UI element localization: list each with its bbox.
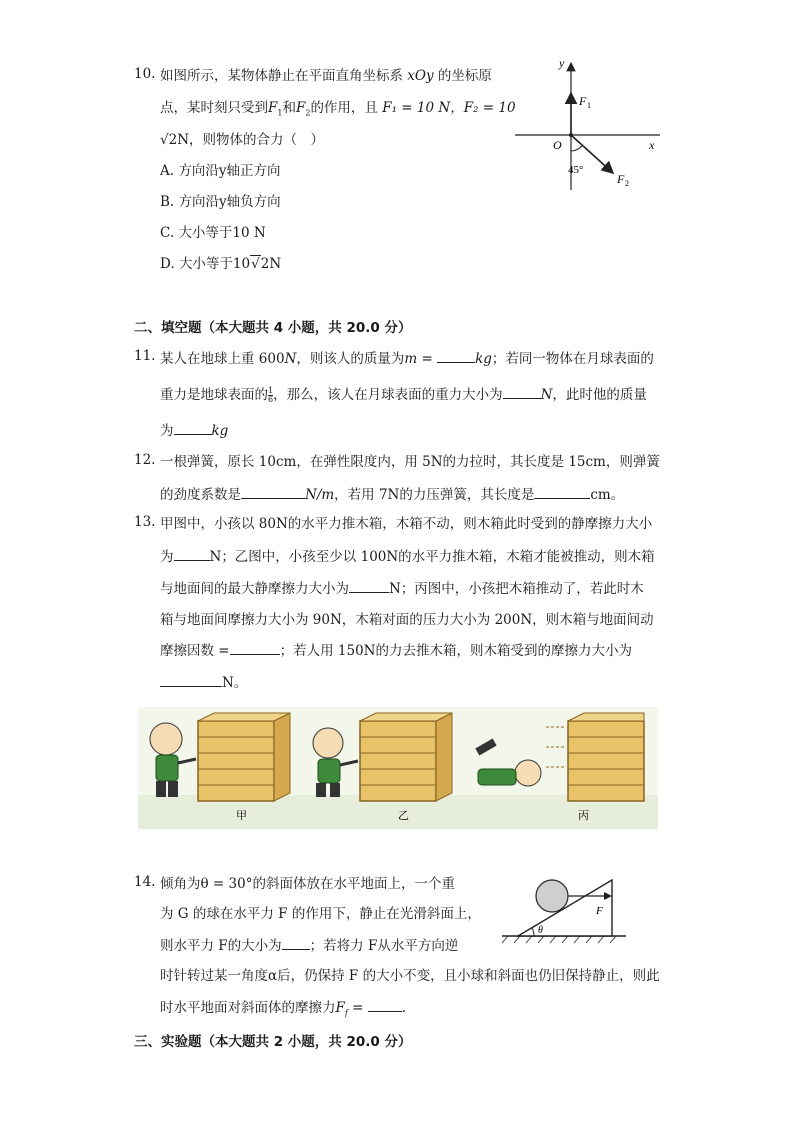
unit: N [284,351,297,367]
q14-line-5 [160,997,406,1024]
q11-line-1 [160,348,654,369]
option-label: A. [160,163,175,179]
caption-jia: 甲 [236,809,247,822]
q11-text: ，则该人的质量为 [296,351,405,367]
q13-text: N；乙图中，小孩至少以 100N的水平力推木箱，木箱才能被推动，则木箱 [209,549,655,565]
x-label: x [649,138,655,152]
angle-label: 45° [568,164,584,176]
q10-option-c[interactable] [160,223,266,243]
q14-line-4: 时针转过某一角度α后，仍保持 F 的大小不变，且小球和斜面也仍旧保持静止，则此 [160,968,660,984]
y-label: y [559,56,565,70]
option-text: 大小等于10 [178,256,251,272]
q12-text: cm。 [590,487,625,503]
friction-sub: f [344,1008,348,1018]
q12-text: 的劲度系数是 [160,487,241,503]
force-label: F [596,905,603,917]
q14-line-3 [160,935,458,956]
q11-text: 重力是地球表面的 [160,387,268,403]
friction-symbol: F [335,1000,345,1016]
answer-blank[interactable] [230,640,280,655]
f2-label-sub: 2 [625,179,629,188]
q14-text: = [347,1000,368,1016]
option-text: 方向沿y轴负方向 [178,194,281,210]
q12-line-1: 一根弹簧，原长 10cm，在弹性限度内，用 5N的力拉时，其长度是 15cm，则弹簧 [160,454,660,470]
q14-text: ；若将力 F从水平方向逆 [309,938,459,954]
answer-blank[interactable] [174,420,212,435]
answer-blank[interactable] [174,546,210,561]
q10-coord: xOy [407,68,434,84]
section-heading: 二、填空题（本大题共 4 小题，共 20.0 分） [134,320,412,336]
f2-sub: 2 [305,108,311,118]
q11-text: 某人在地球上重 600 [160,351,285,367]
f1-label-sub: 1 [587,101,591,110]
q11-text: 为 [160,423,174,439]
option-label: C. [160,225,175,241]
q11-line-2 [160,384,647,405]
q13-line-4: 箱与地面间摩擦力大小为 90N，木箱对面的压力大小为 200N，则木箱与地面间动 [160,612,654,628]
q14-text: 时水平地面对斜面体的摩擦力 [160,1000,336,1016]
q11-line-3 [160,420,228,441]
answer-blank[interactable] [437,348,475,363]
q11-text: ，此时他的质量 [552,387,647,403]
incline-diagram [498,872,630,944]
answer-blank[interactable] [503,384,541,399]
question-number: 10. [134,66,156,82]
q13-text: 摩擦因数 = [160,643,230,659]
q14-text: . [401,1000,407,1016]
q13-line-3 [160,578,644,599]
option-text: 大小等于10 N [178,225,266,241]
answer-blank[interactable] [368,997,402,1012]
q10-equation: F₁ = 10 N，F₂ = 10 [382,100,516,116]
q10-text: 点，某时刻只受到 [160,100,268,116]
caption-yi: 乙 [398,809,409,822]
q10-line-3 [160,130,324,150]
q11-text: ；若同一物体在月球表面的 [491,351,654,367]
q14-line-2: 为 G 的球在水平力 F 的作用下，静止在光滑斜面上， [160,906,481,922]
q10-option-b[interactable] [160,192,281,212]
q10-text: 的作用，且 [310,100,378,116]
option-text: 2N [260,256,282,272]
q13-text: N。 [222,675,248,691]
question-number: 12. [134,452,156,468]
f1-sub: 1 [277,108,283,118]
question-number: 13. [134,514,156,530]
answer-blank[interactable] [241,484,305,499]
unit: N/m [305,487,335,503]
q10-line-2 [160,98,516,124]
q12-line-2 [160,484,624,505]
force-diagram [505,55,670,195]
q10-text: 的坐标原 [437,68,492,84]
q10-option-d[interactable] [160,254,281,274]
answer-blank[interactable] [282,935,310,950]
pushing-box-illustration [138,707,658,829]
f2-label: F [617,172,625,186]
q11-text: ，那么，该人在月球表面的重力大小为 [273,387,503,403]
q10-line-1 [160,66,492,86]
f2-symbol: F [295,100,306,116]
q11-equation: m = [404,351,438,367]
q12-text: ，若用 7N的力压弹簧，其长度是 [334,487,535,503]
q13-line-5 [160,640,632,661]
q10-option-a[interactable] [160,161,280,181]
unit: kg [211,423,229,439]
q10-text: 如图所示，某物体静止在平面直角坐标系 [160,68,403,84]
q13-line-6 [160,672,247,693]
f1-label: F [579,94,587,108]
option-label: D. [160,256,175,272]
option-label: B. [160,194,175,210]
question-number: 14. [134,874,156,890]
q13-text: 为 [160,549,174,565]
fraction: $\frac{1}{6}$ [268,386,274,404]
q13-line-2 [160,546,655,567]
angle-arc [571,146,582,151]
origin-dot [569,133,573,137]
ball [536,880,568,912]
q14-line-1: 倾角为θ = 30°的斜面体放在水平地面上，一个重 [160,876,455,892]
option-text: 方向沿y轴正方向 [178,163,281,179]
answer-blank[interactable] [349,578,389,593]
origin-label: O [553,138,562,152]
sqrt-sign: √ [160,132,169,148]
unit: kg [475,351,492,367]
answer-blank[interactable] [160,672,222,687]
sqrt-sign: √ [251,256,260,272]
angle-label: θ [538,925,543,936]
q13-line-1: 甲图中，小孩以 80N的水平力推木箱，木箱不动，则木箱此时受到的静摩擦力大小 [160,516,653,532]
unit: N [540,387,553,403]
answer-blank[interactable] [534,484,590,499]
q10-text: 和 [282,100,296,116]
q14-text: 则水平力 F的大小为 [160,938,282,954]
panel-jia [150,713,290,801]
q10-text: 2N，则物体的合力（ ） [168,132,325,148]
question-number: 11. [134,348,156,364]
q13-text: 与地面间的最大静摩擦力大小为 [160,581,349,597]
q13-text: ；若人用 150N的力去推木箱，则木箱受到的摩擦力大小为 [279,643,632,659]
caption-bing: 丙 [578,809,589,822]
q13-text: N；丙图中，小孩把木箱推动了，若此时木 [389,581,644,597]
section-heading: 三、实验题（本大题共 2 小题，共 20.0 分） [134,1034,412,1050]
f1-symbol: F [268,100,278,116]
